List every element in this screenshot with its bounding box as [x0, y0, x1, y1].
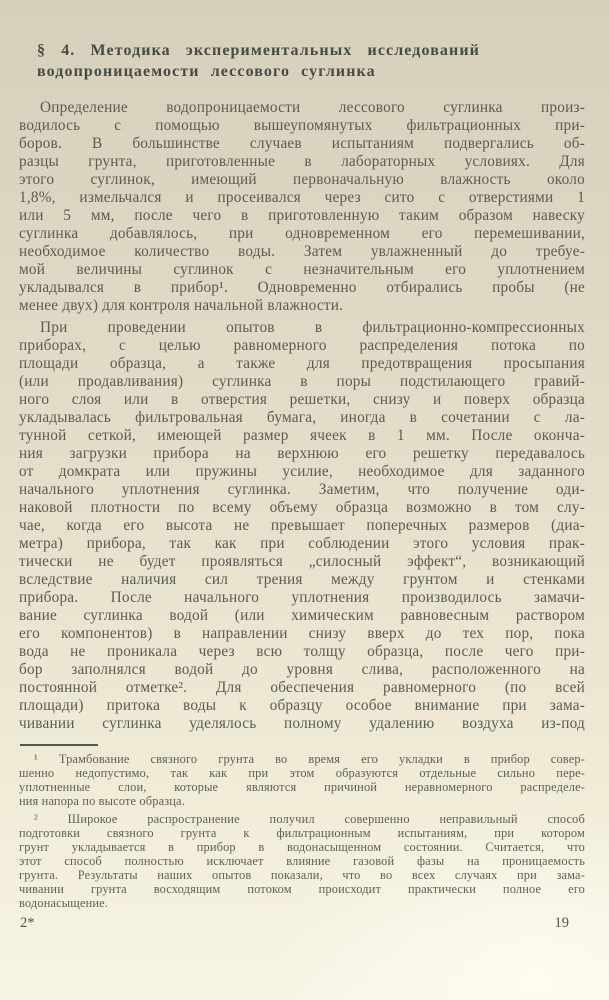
text-line: вода не проникала через всю толщу образца, после чего при- — [19, 643, 585, 660]
footnote-text-line: грунта. Результаты наших опытов показали, что во всех случаях при зама- — [19, 868, 585, 882]
page-number: 19 — [554, 915, 569, 931]
printer-signature-mark: 2* — [20, 915, 35, 931]
body-paragraph-2 — [19, 319, 585, 733]
section-heading-line-1: § 4. Методика экспериментальных исследований — [37, 42, 480, 59]
text-line: площади образца, а также для предотвращения просыпания — [19, 355, 585, 372]
text-line: метра) прибора, так как при соблюдении этого условия прак- — [19, 535, 585, 552]
text-line: чае, когда его высота не превышает поперечных размеров (диа- — [19, 517, 585, 534]
text-line: укладывалась фильтровальная бумага, иногда в сочетании с ла- — [19, 409, 585, 426]
text-line: боров. В большинстве случаев испытаниям подвергались об- — [19, 135, 585, 152]
text-line: суглинка добавлялось, при одновременном его перемешивании, — [19, 225, 585, 242]
footnote-separator-rule — [20, 744, 98, 746]
footnote-text-line: ния напора по высоте образца. — [19, 794, 185, 808]
text-line: При проведении опытов в фильтрационно-компрессионных — [40, 319, 585, 336]
text-line: ния загрузки прибора на верхнюю его решетку передавалось — [19, 445, 585, 462]
footnote-1 — [19, 752, 585, 808]
text-line: начального уплотнения суглинка. Заметим, что получение оди- — [19, 481, 585, 498]
body-paragraph-1 — [19, 99, 585, 315]
footnote-text-line: водонасыщение. — [19, 896, 109, 910]
footnotes-block — [19, 752, 585, 910]
text-line: водилось с помощью вышеупомянутых фильтрационных при- — [19, 117, 585, 134]
footnote-text-line: чивании грунта восходящим потоком происходит практически полное его — [19, 882, 585, 896]
text-line: его компонентов) в направлении снизу вверх до тех пор, пока — [19, 625, 585, 642]
text-line: тически не будет проявляться „силосный эффект“, возникающий — [19, 553, 585, 570]
section-heading-line-2: водопроницаемости лессового суглинка — [37, 63, 376, 80]
footnote-text-line: ¹ Трамбование связного грунта во время его укладки в прибор совер- — [34, 752, 585, 766]
text-line: мой величины суглинок с незначительным его уплотнением — [19, 261, 585, 278]
text-line: приборах, с целью равномерного распределения потока по — [19, 337, 585, 354]
text-line: бор заполнялся водой до уровня слива, расположенного на — [19, 661, 585, 678]
text-line: ного слоя или в отверстия решетки, снизу и поверх образца — [19, 391, 585, 408]
body-text — [19, 99, 585, 733]
footnote-text-line: уплотненные слои, которые являются причиной неравномерного распределе- — [19, 780, 585, 794]
footnote-text-line: шенно недопустимо, так как при этом образуются отдельные сильно пере- — [19, 766, 585, 780]
text-line: необходимое количество воды. Затем увлажненный до требуе- — [19, 243, 585, 260]
text-line: разцы грунта, приготовленные в лабораторных условиях. Для — [19, 153, 585, 170]
footnote-text-line: ² Широкое распространение получил совершенно неправильный способ — [34, 812, 585, 826]
text-line: укладывался в прибор¹. Одновременно отбирались пробы (не — [19, 279, 585, 296]
text-line: 1,8%, измельчался и просеивался через сито с отверстиями 1 — [19, 189, 585, 206]
text-line: от домкрата или пружины усилие, необходимое для заданного — [19, 463, 585, 480]
text-line: площади) притока воды к образцу особое внимание при зама- — [19, 697, 585, 714]
text-line: постоянной отметке². Для обеспечения равномерного (по всей — [19, 679, 585, 696]
footnote-2 — [19, 812, 585, 910]
footnote-text-line: грунт укладывается в прибор в водонасыщенном состоянии. Считается, что — [19, 840, 585, 854]
text-line: вание суглинка водой (или химическим равновесным раствором — [19, 607, 585, 624]
text-line: этого суглинок, имеющий первоначальную влажность около — [19, 171, 585, 188]
text-line: менее двух) для контроля начальной влажности. — [19, 297, 344, 314]
text-line: чивании суглинка уделялось полному удалению воздуха из-под — [19, 715, 585, 732]
footnote-text-line: этот способ полностью исключает влияние газовой фазы на проницаемость — [19, 854, 585, 868]
text-line: или 5 мм, после чего в приготовленную таким образом навеску — [19, 207, 585, 224]
text-line: вследствие наличия сил трения между грунтом и стенками — [19, 571, 585, 588]
text-line: наковой плотности по всему объему образца возможно в том слу- — [19, 499, 585, 516]
section-heading — [37, 40, 591, 82]
text-line: Определение водопроницаемости лессового суглинка произ- — [40, 99, 585, 116]
text-line: (или продавливания) суглинка в поры подстилающего гравий- — [19, 373, 585, 390]
text-line: прибора. После начального уплотнения производилось замачи- — [19, 589, 585, 606]
footnote-text-line: подготовки связного грунта к фильтрационным испытаниям, при котором — [19, 826, 585, 840]
text-line: тунной сеткой, имеющей размер ячеек в 1 мм. После оконча- — [19, 427, 585, 444]
